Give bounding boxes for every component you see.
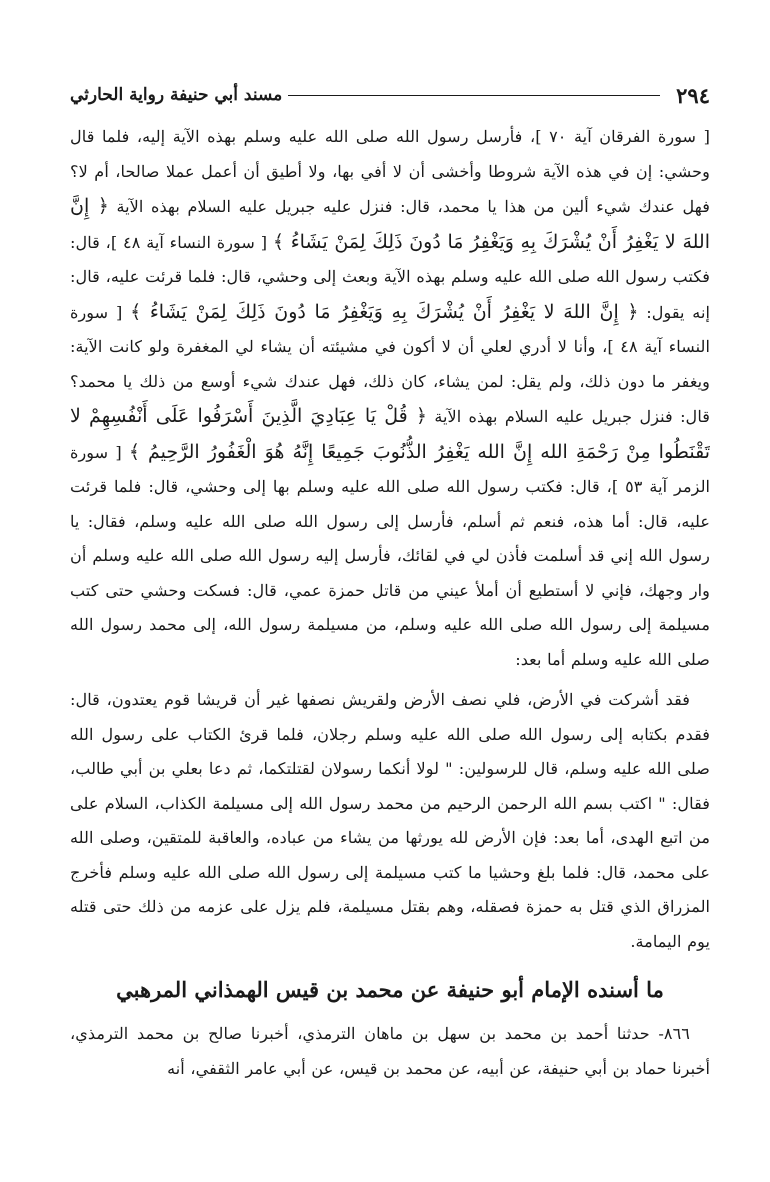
text-run: [ سورة الزمر آية ٥٣ ]، قال: فكتب رسول الله صلى الله عليه وسلم بها إلى وحشي، قال: فلما قرئت عليه، قال: أما هذه، فنعم ثم أسلم، فأرسل إلى رسول الله صلى الله عليه وسلم، فقال: يا رسول الله إني قد أسلمت فأذن لي في لقائك، فأرسل إليه رسول الله صلى الله عليه وسلم أن وار وجهك، فإني لا أستطيع أن أملأ عيني من قاتل حمزة عمي، قال: فسكت وحشي حتى كتب مسيلمة إلى رسول الله صلى الله عليه وسلم، من مسيلمة رسول الله، إلى محمد رسول الله صلى الله عليه وسلم أما بعد: [70,442,710,669]
text-run: [ سورة النساء آية ٤٨ ]، قال: فكتب رسول الله صلى الله عليه وسلم بهذه الآية وبعث إلى وحشي، قال: فلما قرئت عليه، قال: إنه يقول: [70,232,710,322]
section-heading: ما أسنده الإمام أبو حنيفة عن محمد بن قيس الهمذاني المرهبي [116,977,664,1002]
page-number: ٢٩٤ [676,82,710,108]
text-run: فقد أشركت في الأرض، فلي نصف الأرض ولقريش نصفها غير أن قريشا قوم يعتدون، قال: فقدم بكتابه إلى رسول الله صلى الله عليه وسلم رجلان، فلما قرئ الكتاب على رسول الله صلى الله عليه وسلم، قال للرسولين: " لولا أنكما رسولان لقتلتكما، ثم دعا بعلي بن أبي طالب، فقال: " اكتب بسم الله الرحمن الرحيم من محمد رسول الله إلى مسيلمة الكذاب، السلام على من اتبع الهدى، أما بعد: فإن الأرض لله يورثها من يشاء من عباده، والعاقبة للمتقين، وصلى الله على محمد، قال: فلما بلغ وحشيا ما كتب مسيلمة إلى رسول الله صلى الله عليه وسلم فأخرج المزراق الذي قتل به حمزة فصقله، وهم بقتل مسيلمة، فلم يزل على عزمه من ذلك حتى قتله يوم اليمامة. [70,690,710,951]
page-header [70,78,710,112]
paragraph-2 [70,683,710,959]
book-page [70,78,710,1138]
text-run: [ سورة النساء آية ٤٨ ]، وأنا لا أدري لعلي أن لا أكون في مشيئته أن يشاء لي المغفرة ولو كانت الآية: ويغفر ما دون ذلك، ولم يقل: لمن يشاء، كان ذلك، فهل عندك شيء أوسع من ذلك يا محمد؟ قال: فنزل جبريل عليه السلام بهذه الآية [70,302,710,426]
quran-verse: ﴿ إِنَّ اللهَ لا يَغْفِرُ أَنْ يُشْرَكَ بِهِ وَيَغْفِرُ مَا دُونَ ذَلِكَ لِمَنْ يَشَاءُ ﴾ [70,195,710,253]
paragraph-1 [70,120,710,677]
quran-verse: ﴿ قُلْ يَا عِبَادِيَ الَّذِينَ أَسْرَفُوا عَلَى أَنْفُسِهِمْ لا تَقْنَطُوا مِنْ رَحْمَةِ الله إِنَّ الله يَغْفِرُ الذُّنُوبَ جَمِيعًا إِنَّهُ هُوَ الْغَفُورُ الرَّحِيمُ ﴾ [70,405,710,463]
hadith-paragraph: ٨٦٦- حدثنا أحمد بن محمد بن سهل بن ماهان الترمذي، أخبرنا صالح بن محمد الترمذي، أخبرنا حماد بن أبي حنيفة، عن أبيه، عن محمد بن قيس، عن أبي عامر الثقفي، أنه [70,1024,710,1078]
body-text [70,120,710,1086]
text-run: [ سورة الفرقان آية ٧٠ ]، فأرسل رسول الله صلى الله عليه وسلم بهذه الآية إليه، فلما قال وحشي: إن في هذه الآية شروطا وأخشى أن لا أفي بها، ولا أطيق أن أعمل عملا صالحا، أم لا؟ فهل عندك شيء ألين من هذا يا محمد، قال: فنزل عليه جبريل عليه السلام بهذه الآية [70,127,710,216]
quran-verse: ﴿ إِنَّ اللهَ لا يَغْفِرُ أَنْ يُشْرَكَ بِهِ وَيَغْفِرُ مَا دُونَ ذَلِكَ لِمَنْ يَشَاءُ ﴾ [130,300,639,323]
running-title: مسند أبي حنيفة رواية الحارثي [70,85,283,105]
header-rule [288,95,660,96]
